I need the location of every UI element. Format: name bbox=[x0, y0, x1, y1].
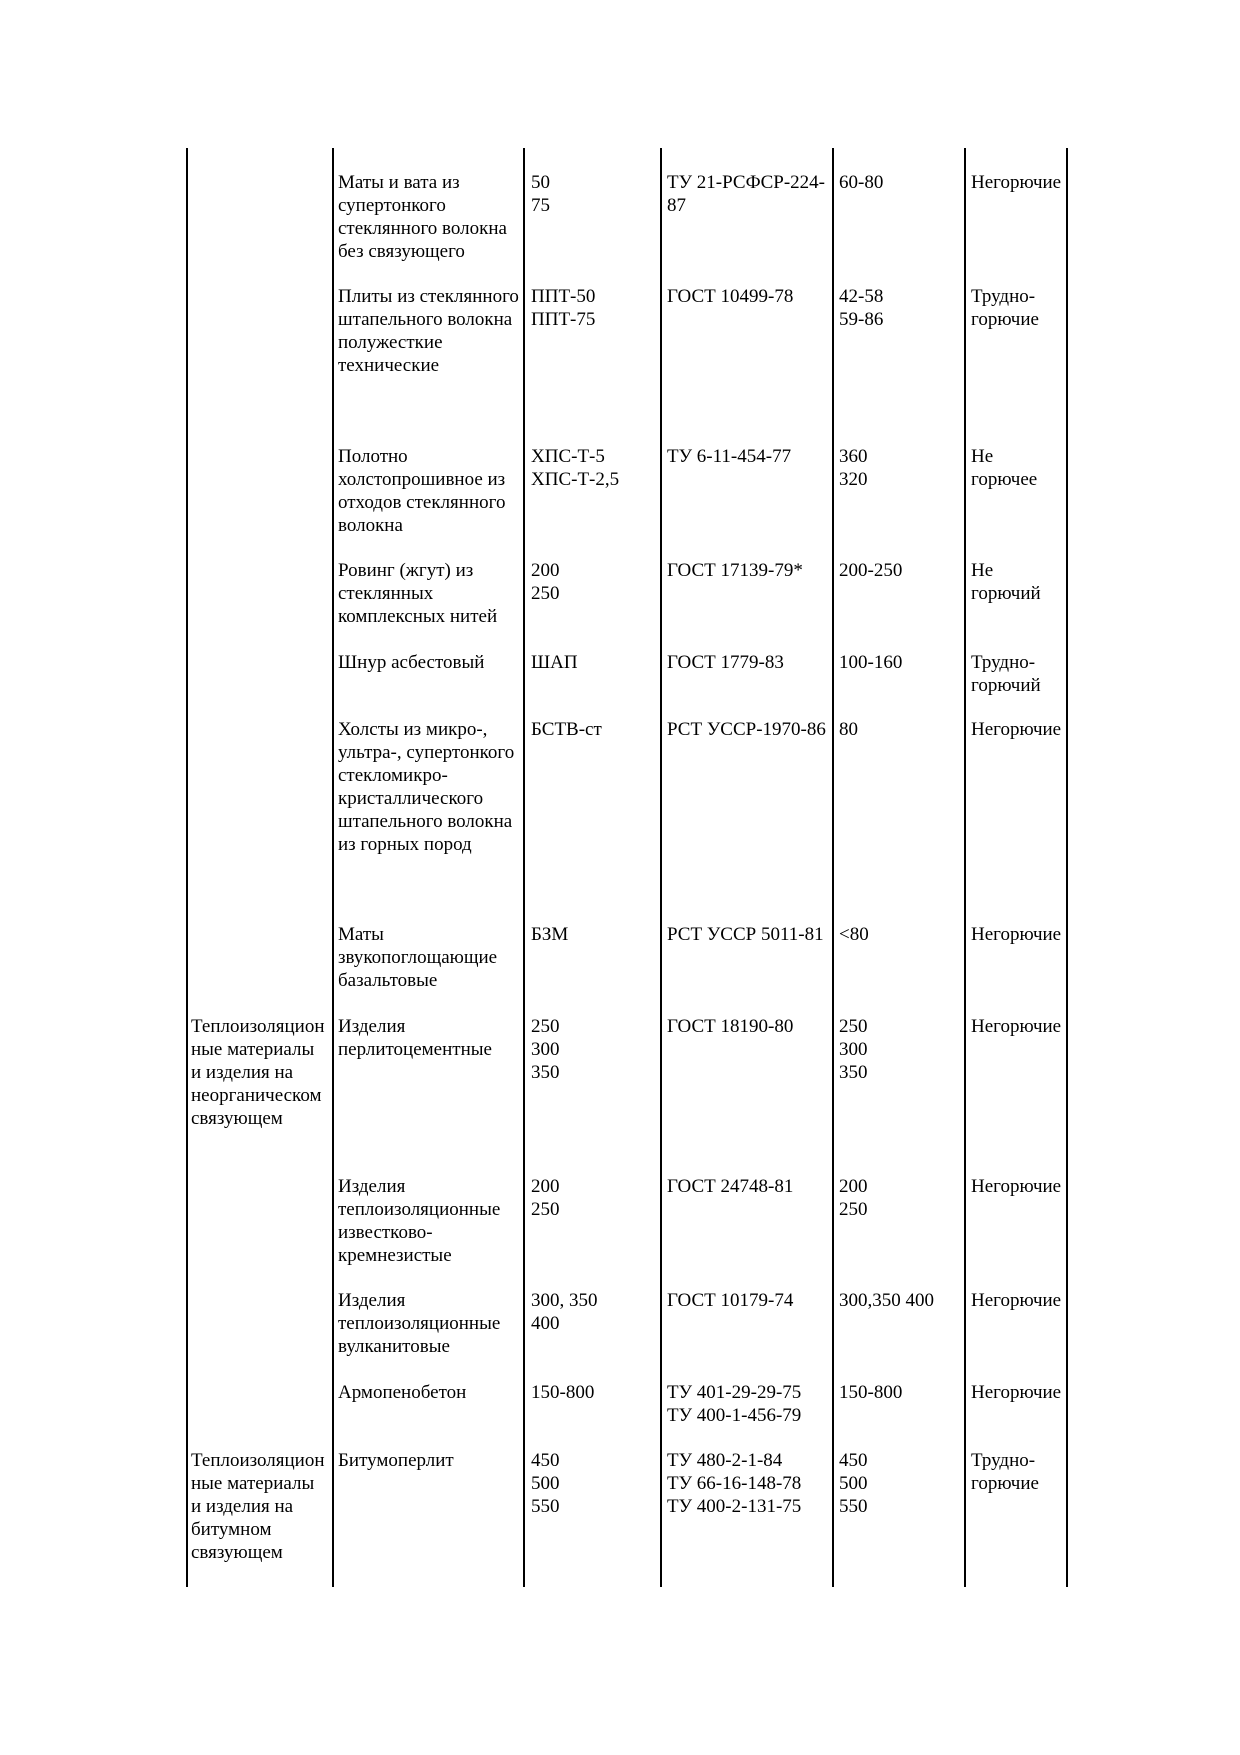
column-divider bbox=[964, 148, 966, 1587]
mark-cell: 150-800 bbox=[531, 1382, 595, 1403]
material-name-cell: Изделия перлитоцементные bbox=[338, 1016, 492, 1060]
column-divider bbox=[832, 148, 834, 1587]
flammability-cell: Не горючий bbox=[971, 560, 1041, 604]
material-name-cell: Полотно холстопрошивное из отходов стеклянного волокна bbox=[338, 446, 506, 536]
mark-cell: 250 300 350 bbox=[531, 1016, 560, 1083]
flammability-cell: Негорючие bbox=[971, 1382, 1062, 1403]
material-name-cell: Изделия теплоизоляционные известково-кремнезистые bbox=[338, 1176, 501, 1266]
density-cell: 42-58 59-86 bbox=[839, 286, 884, 330]
density-cell: <80 bbox=[839, 924, 869, 945]
column-divider bbox=[332, 148, 334, 1587]
standard-cell: ГОСТ 1779-83 bbox=[667, 652, 784, 673]
material-name-cell: Маты звукопоглощающие базальтовые bbox=[338, 924, 498, 991]
mark-cell: ХПС-Т-5 ХПС-Т-2,5 bbox=[531, 446, 620, 490]
flammability-cell: Трудно-горючий bbox=[971, 652, 1041, 696]
group-cell: Теплоизоляционные материалы и изделия на битумном связующем bbox=[191, 1450, 325, 1563]
mark-cell: БСТВ-ст bbox=[531, 719, 602, 740]
mark-cell: БЗМ bbox=[531, 924, 569, 945]
mark-cell: 450 500 550 bbox=[531, 1450, 560, 1517]
material-name-cell: Ровинг (жгут) из стеклянных комплексных нитей bbox=[338, 560, 498, 627]
standard-cell: ГОСТ 24748-81 bbox=[667, 1176, 794, 1197]
standard-cell: ГОСТ 17139-79* bbox=[667, 560, 803, 581]
material-name-cell: Плиты из стеклянного штапельного волокна полужесткие технические bbox=[338, 286, 519, 376]
standard-cell: РСТ УССР-1970-86 bbox=[667, 719, 826, 740]
density-cell: 60-80 bbox=[839, 172, 884, 193]
flammability-cell: Негорючие bbox=[971, 1016, 1062, 1037]
density-cell: 300,350 400 bbox=[839, 1290, 934, 1311]
flammability-cell: Трудно-горючие bbox=[971, 286, 1039, 330]
column-divider bbox=[523, 148, 525, 1587]
flammability-cell: Трудно-горючие bbox=[971, 1450, 1039, 1494]
flammability-cell: Негорючие bbox=[971, 719, 1062, 740]
standard-cell: ГОСТ 10499-78 bbox=[667, 286, 794, 307]
mark-cell: ШАП bbox=[531, 652, 578, 673]
column-divider bbox=[186, 148, 188, 1587]
density-cell: 100-160 bbox=[839, 652, 903, 673]
material-name-cell: Битумоперлит bbox=[338, 1450, 454, 1471]
density-cell: 200-250 bbox=[839, 560, 903, 581]
mark-cell: 200 250 bbox=[531, 560, 560, 604]
density-cell: 450 500 550 bbox=[839, 1450, 868, 1517]
standard-cell: ГОСТ 10179-74 bbox=[667, 1290, 794, 1311]
density-cell: 200 250 bbox=[839, 1176, 868, 1220]
mark-cell: ППТ-50 ППТ-75 bbox=[531, 286, 596, 330]
mark-cell: 200 250 bbox=[531, 1176, 560, 1220]
material-name-cell: Маты и вата из супертонкого стеклянного волокна без связующего bbox=[338, 172, 507, 262]
mark-cell: 300, 350 400 bbox=[531, 1290, 598, 1334]
flammability-cell: Негорючие bbox=[971, 1176, 1062, 1197]
material-name-cell: Армопенобетон bbox=[338, 1382, 467, 1403]
standard-cell: ТУ 21-РСФСР-224-87 bbox=[667, 172, 826, 216]
density-cell: 250 300 350 bbox=[839, 1016, 868, 1083]
standard-cell: РСТ УССР 5011-81 bbox=[667, 924, 824, 945]
material-name-cell: Изделия теплоизоляционные вулканитовые bbox=[338, 1290, 501, 1357]
density-cell: 80 bbox=[839, 719, 858, 740]
flammability-cell: Негорючие bbox=[971, 172, 1062, 193]
material-name-cell: Холсты из микро-, ультра-, супертонкого стекломикро-кристаллического штапельного волокна из горных пород bbox=[338, 719, 515, 855]
group-cell: Теплоизоляционные материалы и изделия на неорганическом связующем bbox=[191, 1016, 325, 1129]
column-divider bbox=[1066, 148, 1068, 1587]
standard-cell: ТУ 480-2-1-84 ТУ 66-16-148-78 ТУ 400-2-131-75 bbox=[667, 1450, 802, 1517]
density-cell: 360 320 bbox=[839, 446, 868, 490]
mark-cell: 50 75 bbox=[531, 172, 550, 216]
density-cell: 150-800 bbox=[839, 1382, 903, 1403]
material-name-cell: Шнур асбестовый bbox=[338, 652, 485, 673]
flammability-cell: Не горючее bbox=[971, 446, 1038, 490]
standard-cell: ГОСТ 18190-80 bbox=[667, 1016, 794, 1037]
column-divider bbox=[660, 148, 662, 1587]
standard-cell: ТУ 6-11-454-77 bbox=[667, 446, 792, 467]
materials-table bbox=[186, 148, 1066, 1587]
flammability-cell: Негорючие bbox=[971, 1290, 1062, 1311]
standard-cell: ТУ 401-29-29-75 ТУ 400-1-456-79 bbox=[667, 1382, 802, 1426]
flammability-cell: Негорючие bbox=[971, 924, 1062, 945]
